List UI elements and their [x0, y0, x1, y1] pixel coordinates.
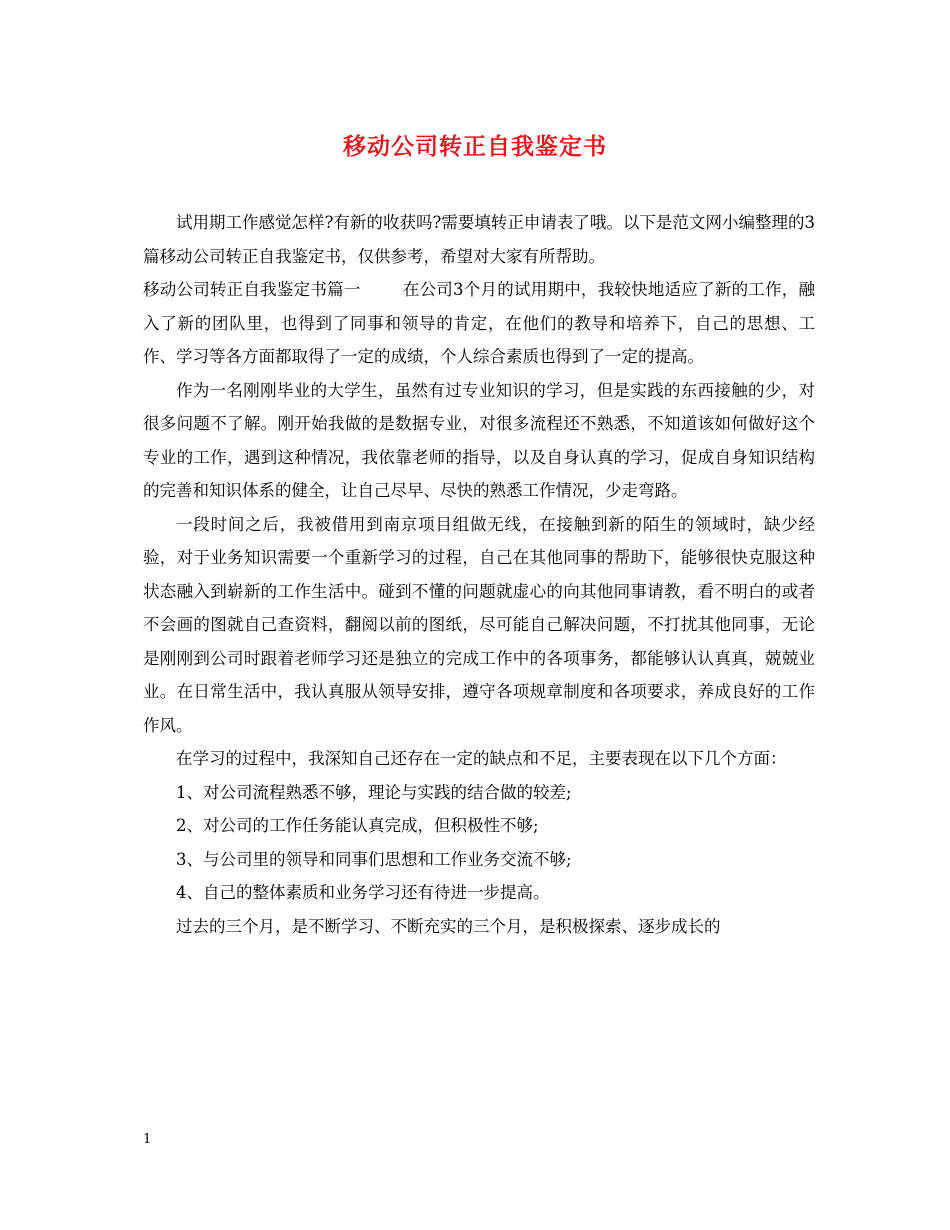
list-item: 2、对公司的工作任务能认真完成，但积极性不够; — [176, 816, 539, 835]
section-first-paragraph: 在公司3个月的试用期中，我较快地适应了新的工作，融入了新的团队里，也得到了同事和领导的肯定，在他们的教导和培养下，自己的思想、工作、学习等各方面都取得了一定的成绩，个人综合素质也得到了一定的提高。 — [143, 280, 816, 366]
body-paragraph: 在学习的过程中，我深知自己还存在一定的缺点和不足，主要表现在以下几个方面： — [176, 749, 787, 768]
page-number: 1 — [143, 1132, 152, 1147]
document-title: 移动公司转正自我鉴定书 — [343, 133, 607, 160]
body-paragraph: 作为一名刚刚毕业的大学生，虽然有过专业知识的学习，但是实践的东西接触的少，对很多问题不了解。刚开始我做的是数据专业，对很多流程还不熟悉，不知道该如何做好这个专业的工作，遇到这种情况，我依靠老师的指导，以及自身认真的学习，促成自身知识结构的完善和知识体系的健全，让自己尽早、尽快的熟悉工作情况，少走弯路。 — [143, 380, 815, 500]
body-paragraph: 一段时间之后，我被借用到南京项目组做无线，在接触到新的陌生的领域时，缺少经验，对于业务知识需要一个重新学习的过程，自己在其他同事的帮助下，能够很快克服这种状态融入到崭新的工作生活中。碰到不懂的问题就虚心的向其他同事请教，看不明白的或者不会画的图就自己查资料，翻阅以前的图纸，尽可能自己解决问题，不打扰其他同事，无论是刚刚到公司时跟着老师学习还是独立的完成工作中的各项事务，都能够认认真真，兢兢业业。在日常生活中，我认真服从领导安排，遵守各项规章制度和各项要求，养成良好的工作作风。 — [143, 514, 815, 735]
list-item: 4、自己的整体素质和业务学习还有待进一步提高。 — [176, 883, 550, 902]
intro-paragraph: 试用期工作感觉怎样?有新的收获吗?需要填转正申请表了哦。以下是范文网小编整理的3篇移动公司转正自我鉴定书，仅供参考，希望对大家有所帮助。 — [143, 213, 815, 266]
closing-paragraph: 过去的三个月，是不断学习、不断充实的三个月，是积极探索、逐步成长的 — [176, 916, 721, 936]
section-heading: 移动公司转正自我鉴定书篇一 — [143, 280, 361, 299]
document-body — [143, 206, 815, 943]
section-one-paragraph — [143, 273, 815, 374]
list-item: 3、与公司里的领导和同事们思想和工作业务交流不够; — [176, 849, 572, 869]
list-item: 1、对公司流程熟悉不够，理论与实践的结合做的较差; — [176, 782, 572, 802]
